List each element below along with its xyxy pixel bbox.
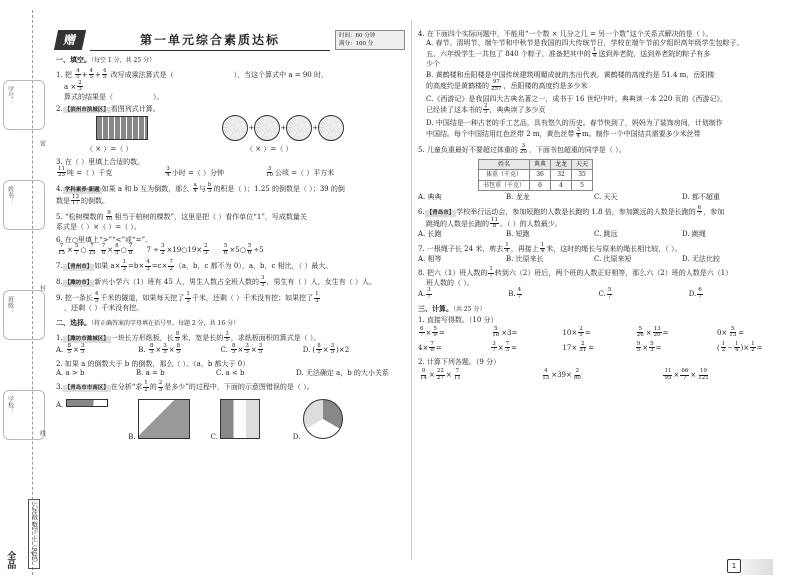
cut-mark: 线	[38, 430, 46, 436]
choice-4-a2: 五、六年级学生一共包了 840 个粽子，准备把其中的 $\frac{1}{4}$ 送到养老院，送到养老院的粽子有多	[426, 46, 711, 59]
left-column	[56, 56, 406, 443]
calc-2-row: $\frac{9}{14}$ × $\frac{22}{27}$ × $\frac{7}{11}$ $\frac{4}{13}$ ×39× $\frac{2}{80}$ $\frac{11}{95}$ × $\frac{66}{7}$ × $\frac{19}{121}$	[420, 368, 709, 381]
calc-2-title: 2. 计算下列各题。（9 分）	[418, 357, 501, 366]
choice-1: 1. 【潍坊市潍城区】 一块长方形纸板，长 $\frac{8}{5}$ 米，宽是长的 $\frac{3}{5}$ ，求纸板面积的算式是（ ）。	[56, 330, 321, 344]
gift-badge: 赠	[54, 30, 86, 50]
table-row: 姓名 典典 龙龙 天天	[479, 159, 593, 170]
time-score-box	[335, 30, 405, 50]
section-choice: 二、选择。（将正确答案的字母填在括号里。每题 2 分，共 16 分）	[56, 318, 240, 328]
choice-2-options: A. a > b B. a = b C. a < b D. 无法确定 a，b 的大小关系	[56, 368, 389, 377]
choice-8-cont: 班人数的（ ）。	[426, 279, 474, 288]
choice-8-options: A. $\frac{3}{7}$ B. $\frac{4}{7}$ C. $\frac{5}{7}$ D. $\frac{6}{7}$	[418, 287, 702, 300]
choice-3: 3. 【青岛市市南区】 在分析“求 $\frac{1}{2}$ 的 $\frac{2}{3}$ 是多少”的过程中，下面的示意图错误的是（ ）。	[56, 380, 314, 393]
column-divider	[411, 20, 412, 560]
section-fill-in: 一、填空。（每空 1 分，共 25 分）	[56, 55, 156, 64]
circle-figure	[318, 115, 344, 141]
choice-4-d2: 中国结。每个中国结用红色丝带 2 m，黄色丝带 $\frac{3}{4}$ m。制作一个中国结共需要多少米丝带	[426, 126, 701, 139]
choice-1-options: A. $\frac{8}{5}$ × $\frac{3}{5}$ B. $\frac{8}{5}$ × $\frac{3}{5}$ × $\frac{8}{5}$ C. $\frac{8}{5}$ × $\frac{3}{5}$ × $\frac{3}{5}$ D. ( $\frac{8}{5}$ × $\frac{3}{5}$ )×2	[56, 342, 350, 356]
question-6: 6. 在○里填上“>”“<”或“=”。	[56, 235, 153, 244]
choice-6-options: A. 长跑 B. 短跑 C. 跳远 D. 跳绳	[418, 229, 706, 238]
circle-figure	[286, 115, 312, 141]
weight-table	[478, 159, 593, 192]
subject-label: 六年级 数学 上（RJ版）	[28, 499, 40, 569]
section-calc: 三、计算。（共 25 分）	[418, 304, 486, 313]
school-label: 学校：	[6, 396, 14, 414]
circle-figure	[254, 115, 280, 141]
right-column	[418, 30, 773, 381]
question-4: 4. 学科素养·新题 如果 a 和 b 互为倒数，那么 $\frac{a}{4}$ 与 $\frac{b}{3}$ 的积是（ ）；1.25 的倒数是（ ）；39 的倒	[56, 181, 345, 195]
question-2-answers: （ × ）=（ ） （ × ）=（ ）	[86, 145, 293, 154]
cut-mark: 封	[38, 285, 46, 291]
question-2: 2. 【滨州市滨城区】 看图列式计算。	[56, 104, 160, 113]
choice-4: 4. 在下面四个实际问题中，不能用“一个数 × 几分之几 = 另一个数”这个关系式解决的是（ ）。	[418, 30, 713, 38]
time-limit: 时间：60 分钟	[339, 33, 376, 39]
calc-1-row-2: 4× $\frac{7}{8}$ = $\frac{3}{7}$ × $\frac{7}{3}$ = 17× $\frac{2}{51}$ = $\frac{9}{5}$ × $\frac{5}{3}$ = ( $\frac{1}{2}$ − $\frac{1}{4}$ )× $\frac{1}{2}$ =	[418, 340, 763, 353]
choice-3-figures: A. B. C. D.	[56, 399, 406, 443]
choice-4-a3: 少个	[426, 59, 440, 68]
class-label: 班级：	[6, 296, 14, 314]
name-label: 姓名：	[6, 186, 14, 204]
question-1: 1. 把 $\frac{4}{5}$ + $\frac{4}{5}$ + $\frac{4}{5}$ 改写成乘法算式是（ ），当这个算式中 a = 90 时，	[56, 67, 328, 81]
choice-4-b2: 的高度约是黄鹤楼的 $\frac{97}{257}$ ，岳阳楼的高度约是多少米	[426, 79, 588, 92]
page-number: 1	[727, 559, 741, 573]
question-9-cont: ，还剩（ ）千米没有挖。	[64, 304, 144, 313]
question-7: 7. 【青州市】 如果 a× $\frac{1}{3}$ =b× $\frac{4}{3}$ =c× $\frac{7}{2}$ （a，b，c 都不为 0），a，b，c 相比，（ ）最大。	[56, 259, 333, 272]
question-3: 3. 在（ ）里填上合适的数。	[56, 158, 145, 167]
choice-7-options: A. 相等 B. 比原来长 C. 比原来短 D. 无法比较	[418, 254, 720, 263]
question-6-items: $\frac{7}{15}$ × $\frac{5}{7}$ ○ $\frac{7}{15}$ $\frac{7}{8}$ × $\frac{8}{5}$ ○ $\frac{7}{8}$ 7 ÷ $\frac{3}{2}$ ×19○19× $\frac{2}{3}$ $\frac{5}{6}$ ×5○ $\frac{5}{6}$ ÷5	[58, 243, 264, 256]
student-id-label: 学号：	[6, 86, 14, 104]
choice-5: 5. 儿童负重最好不要超过体重的 $\frac{3}{20}$ ，下面书包超重的同学是（ ）。	[418, 142, 626, 155]
question-1-cont: a × $\frac{2}{3}$	[64, 79, 82, 93]
choice-6-cont: 跳绳的人数是长跑的 $\frac{11}{8}$ 。（ ）的人数最少。	[426, 216, 562, 230]
choice-5-options: A. 典典 B. 龙龙 C. 天天 D. 都不超重	[418, 193, 720, 201]
choice-4-b: B. 黄鹤楼和岳阳楼是中国传统建筑明媚成就的杰出代表。黄鹤楼的高度约是 51.4 m，岳阳楼	[426, 71, 715, 80]
grid-figure	[96, 116, 148, 140]
table-row: 书包重（千克） 6 4 5	[479, 180, 593, 191]
choice-2: 2. 如果 a 的倒数大于 b 的倒数，那么（ ）。（a，b 都大于 0）	[56, 359, 250, 368]
question-5-cont: 系式是（ ）×（ ）=（ ）。	[56, 222, 141, 231]
choice-4-c: C.《西游记》是我国四大古典名著之一，成书于 16 世纪中叶。典典读一本 220 页的《西游记》，	[426, 95, 727, 103]
brand-logo: 全品	[5, 551, 16, 569]
calc-1-title: 1. 直接写得数。（10 分）	[418, 315, 498, 324]
question-1-answer: 算式的结果是（ ）。	[64, 92, 164, 101]
choice-4-a: A. 春节、清明节、端午节和中秋节是我国的四大传统节日，学校在端午节前夕组织高年级学生包粽子。	[426, 38, 744, 47]
page-title: 第一单元综合素质达标	[90, 30, 330, 51]
question-3-items: $\frac{11}{25}$ 吨 =（ ）千克 $\frac{3}{4}$ 小时 =（ ）分钟 $\frac{3}{10}$ 公顷 =（ ）平方米	[58, 165, 335, 179]
table-row: 体重（千克） 36 32 35	[479, 170, 593, 181]
question-5: 5. “松树棵数的 $\frac{9}{10}$ 相当于柏树的棵数”，这里是把（ ）看作单位“1”，写成数量关	[56, 209, 307, 223]
choice-6: 6. 【青岛市】 学校举行运动会，参加短跑的人数是长跑的 1.8 倍，参加跳远的人数是长跑的 $\frac{6}{7}$ ，参加	[418, 204, 725, 218]
question-9: 9. 挖一条长 $\frac{4}{5}$ 千米的隧道，如果每天挖了 $\frac{1}{3}$ 千米，还剩（ ）千米没有挖；如果挖了 $\frac{1}{3}$	[56, 291, 319, 304]
question-4-cont: 数是 $\frac{13}{17}$ 的倒数。	[56, 193, 109, 207]
question-2-figures: + + +	[56, 115, 406, 145]
choice-4-c2: 已经读了这本书的 $\frac{2}{5}$ ，典典读了多少页	[426, 102, 546, 116]
choice-4-d: D. 中国结是一种古老的手工艺品，具有悠久的历史。春节快到了，妈妈为了装饰房间，计划制作	[426, 118, 723, 127]
full-score: 满分：100 分	[339, 41, 374, 47]
question-8: 8. 【潍坊市】 新兴小学六（1）班有 45 人，男生人数占全班人数的 $\frac{3}{5}$ ，男生有（ ）人，女生有（ ）人。	[56, 275, 376, 288]
circle-figure	[222, 115, 248, 141]
choice-7: 7. 一根绳子长 24 米，剪去 $\frac{1}{4}$ ，再接上 $\frac{1}{4}$ 米，这时的绳长与原来的绳长相比较，（ ）。	[418, 241, 682, 254]
source-tag: 【滨州市滨城区】	[64, 106, 109, 113]
cut-mark: 密	[38, 140, 46, 146]
binding-sidebar	[0, 0, 48, 583]
choice-8: 8. 把六（1）班人数的 $\frac{1}{7}$ 转到六（2）班后，两个班的人数正好相等，那么六（2）班的人数是六（1）	[418, 266, 733, 279]
calc-1-row-1: $\frac{6}{7}$ × $\frac{5}{9}$ = $\frac{5}{18}$ ×3= 10× $\frac{2}{5}$ = $\frac{5}{26}$ × $\frac{13}{20}$ = 0× $\frac{5}{13}$ =	[420, 325, 745, 338]
